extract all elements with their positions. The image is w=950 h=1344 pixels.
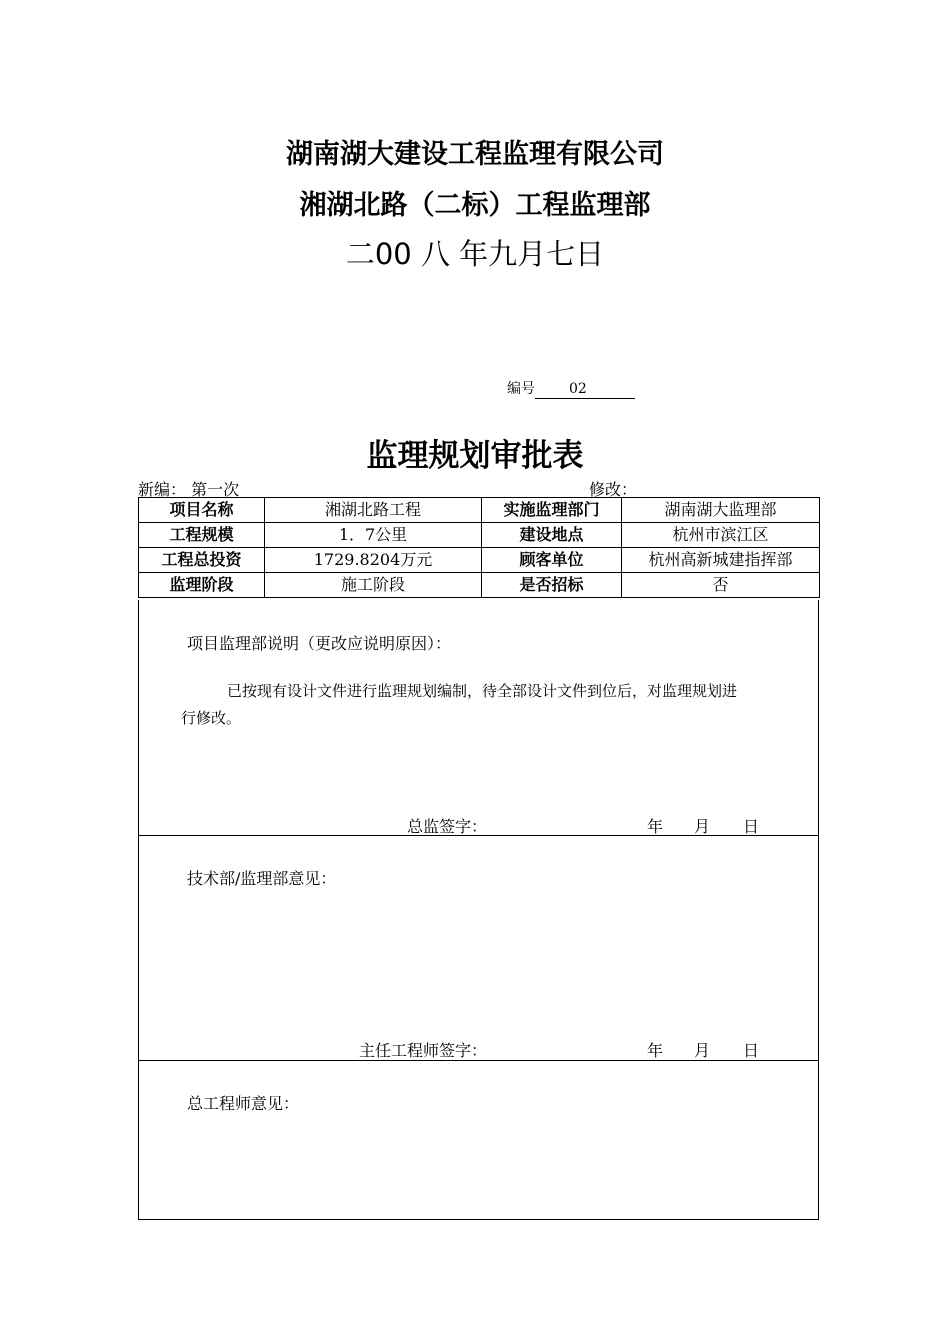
date-day-label: 日 [743,1041,760,1060]
table-row [139,498,820,523]
serial-number [507,378,635,399]
client-value: 杭州高新城建指挥部 [622,548,820,573]
revise-label: 修改： [589,480,638,499]
technical-dept-section [138,835,819,1061]
date-year-label: 年 [647,1041,664,1060]
project-scale-value: 1．7公里 [265,523,482,548]
date-month-label: 月 [694,817,711,836]
date-day-label: 日 [743,817,760,836]
section-heading: 技术部/监理部意见： [187,869,337,888]
section-body-line: 已按现有设计文件进行监理规划编制，待全部设计文件到位后，对监理规划进 [227,682,738,700]
date-month-label: 月 [694,1041,711,1060]
general-engineer-section [138,1060,819,1220]
new-edit-label: 新编： 第一次 [138,480,240,499]
section-heading: 总工程师意见： [187,1094,300,1113]
table-row [139,548,820,573]
company-name: 湖南湖大建设工程监理有限公司 [286,139,664,170]
supervision-stage-label: 监理阶段 [139,573,265,598]
construction-site-label: 建设地点 [482,523,622,548]
chief-engineer-signature-label: 主任工程师签字： [359,1041,488,1060]
supervising-dept-label: 实施监理部门 [482,498,622,523]
supervision-stage-value: 施工阶段 [265,573,482,598]
tender-label: 是否招标 [482,573,622,598]
project-info-table [138,497,820,598]
department-name: 湘湖北路（二标）工程监理部 [299,190,651,221]
supervision-dept-section [138,600,819,836]
client-label: 顾客单位 [482,548,622,573]
chief-supervisor-signature-label: 总监签字： [407,817,488,836]
form-title: 监理规划审批表 [366,438,584,474]
table-row [139,523,820,548]
total-investment-label: 工程总投资 [139,548,265,573]
section-body-line: 行修改。 [181,709,242,727]
project-scale-label: 工程规模 [139,523,265,548]
construction-site-value: 杭州市滨江区 [622,523,820,548]
total-investment-value: 1729.8204万元 [265,548,482,573]
serial-label: 编号 [507,381,535,397]
document-date: 二00 八 年九月七日 [345,237,605,271]
serial-value: 02 [535,381,635,399]
section-heading: 项目监理部说明（更改应说明原因）： [187,634,452,653]
supervising-dept-value: 湖南湖大监理部 [622,498,820,523]
project-name-value: 湘湖北路工程 [265,498,482,523]
date-year-label: 年 [647,817,664,836]
tender-value: 否 [622,573,820,598]
table-row [139,573,820,598]
project-name-label: 项目名称 [139,498,265,523]
